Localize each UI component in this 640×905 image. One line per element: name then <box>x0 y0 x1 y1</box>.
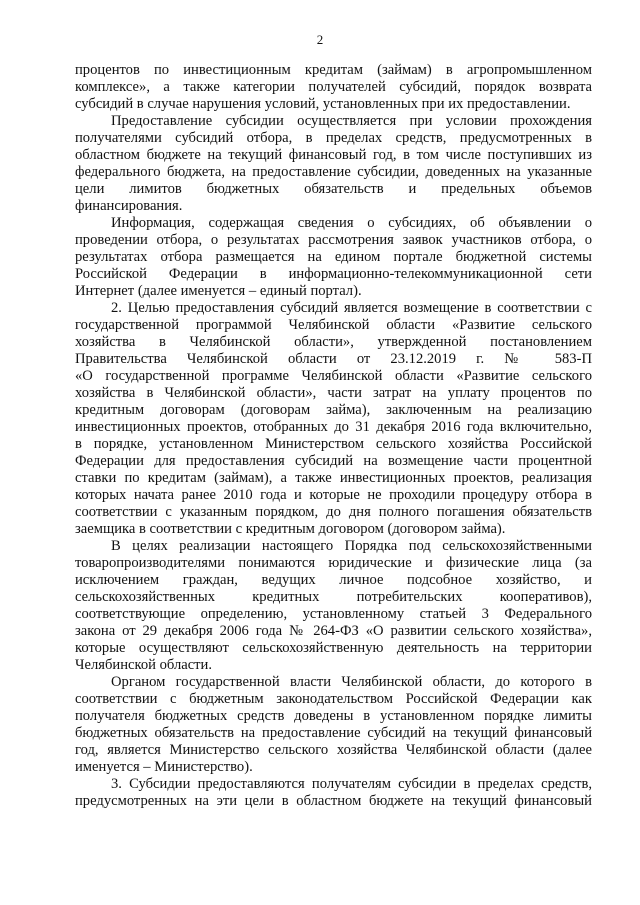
text-line: которых начата ранее 2010 года и которые не проходили процедуру отбора в <box>75 487 592 503</box>
text-line: Информация, содержащая сведения о субсидиях, об объявлении о <box>111 215 592 231</box>
text-line: товаропроизводителями понимаются юридические и физические лица (за <box>75 555 592 571</box>
text-line: Правительства Челябинской области от 23.12.2019 г. № 583-П <box>75 351 592 367</box>
text-line: федерального бюджета, на предоставление субсидии, доведенных на указанные <box>75 164 592 180</box>
text-line: результатах отбора размещается на едином портале бюджетной системы <box>75 249 592 265</box>
text-line: цели лимитов бюджетных обязательств и предельных объемов <box>75 181 592 197</box>
text-line: Предоставление субсидии осуществляется при условии прохождения <box>111 113 592 129</box>
text-line: Федерации для предоставления субсидий на возмещение части процентной <box>75 453 592 469</box>
text-line: Органом государственной власти Челябинской области, до которого в <box>111 674 592 690</box>
text-line: «О государственной программе Челябинской области «Развитие сельского <box>75 368 592 384</box>
text-line: областном бюджете на текущий финансовый год, в том числе поступивших из <box>75 147 592 163</box>
text-line: закона от 29 декабря 2006 года № 264-ФЗ «О развитии сельского хозяйства», <box>75 623 592 639</box>
text-line: 2. Целью предоставления субсидий является возмещение в соответствии с <box>111 300 592 316</box>
text-line: соответствующие определению, установленному статьей 3 Федерального <box>75 606 592 622</box>
text-line: получателя бюджетных средств доведены в установленном порядке лимиты <box>75 708 592 724</box>
text-line: исключением граждан, ведущих личное подсобное хозяйство, и <box>75 572 592 588</box>
text-line: субсидий в случае нарушения условий, установленных при их предоставлении. <box>75 96 571 112</box>
text-line: Интернет (далее именуется – единый портал). <box>75 283 362 299</box>
text-line: получателями субсидий отбора, в пределах средств, предусмотренных в <box>75 130 592 146</box>
document-body <box>75 62 592 810</box>
text-line: ставки по кредитам (займам), а также инвестиционных проектов, реализация <box>75 470 592 486</box>
text-line: Российской Федерации в информационно-телекоммуникационной сети <box>75 266 592 282</box>
text-line: проведении отбора, о результатах рассмотрения заявок участников отбора, о <box>75 232 592 248</box>
text-line: именуется – Министерство). <box>75 759 253 775</box>
page-number: 2 <box>316 32 324 47</box>
text-line: финансирования. <box>75 198 183 214</box>
text-line: соответствии с бюджетным законодательством Российской Федерации как <box>75 691 592 707</box>
text-line: хозяйства в Челябинской области», утвержденной постановлением <box>75 334 592 350</box>
text-line: год, является Министерство сельского хозяйства Челябинской области (далее <box>75 742 592 758</box>
text-line: Челябинской области. <box>75 657 213 673</box>
text-line: которые осуществляют сельскохозяйственную деятельность на территории <box>75 640 592 656</box>
text-line: соответствии с указанным порядком, до дня полного погашения обязательств <box>75 504 592 520</box>
text-line: государственной программой Челябинской области «Развитие сельского <box>75 317 592 333</box>
text-line: заемщика в соответствии с кредитным договором (договором займа). <box>75 521 506 537</box>
text-line: 3. Субсидии предоставляются получателям субсидии в пределах средств, <box>111 776 592 792</box>
text-line: бюджетных обязательств на предоставление субсидий на текущий финансовый <box>75 725 592 741</box>
text-line: хозяйства в Челябинской области», части затрат на уплату процентов по <box>75 385 592 401</box>
text-line: кредитным договорам (договорам займа), заключенным на реализацию <box>75 402 592 418</box>
text-line: инвестиционных проектов, отобранных до 31 декабря 2016 года включительно, <box>75 419 592 435</box>
text-line: сельскохозяйственных кредитных потребительских кооперативов), <box>75 589 592 605</box>
text-line: процентов по инвестиционным кредитам (займам) в агропромышленном <box>75 62 592 78</box>
text-line: В целях реализации настоящего Порядка под сельскохозяйственными <box>111 538 592 554</box>
text-line: предусмотренных на эти цели в областном бюджете на текущий финансовый <box>75 793 592 809</box>
text-line: в порядке, установленном Министерством сельского хозяйства Российской <box>75 436 592 452</box>
text-line: комплексе», а также категории получателей субсидий, порядок возврата <box>75 79 592 95</box>
